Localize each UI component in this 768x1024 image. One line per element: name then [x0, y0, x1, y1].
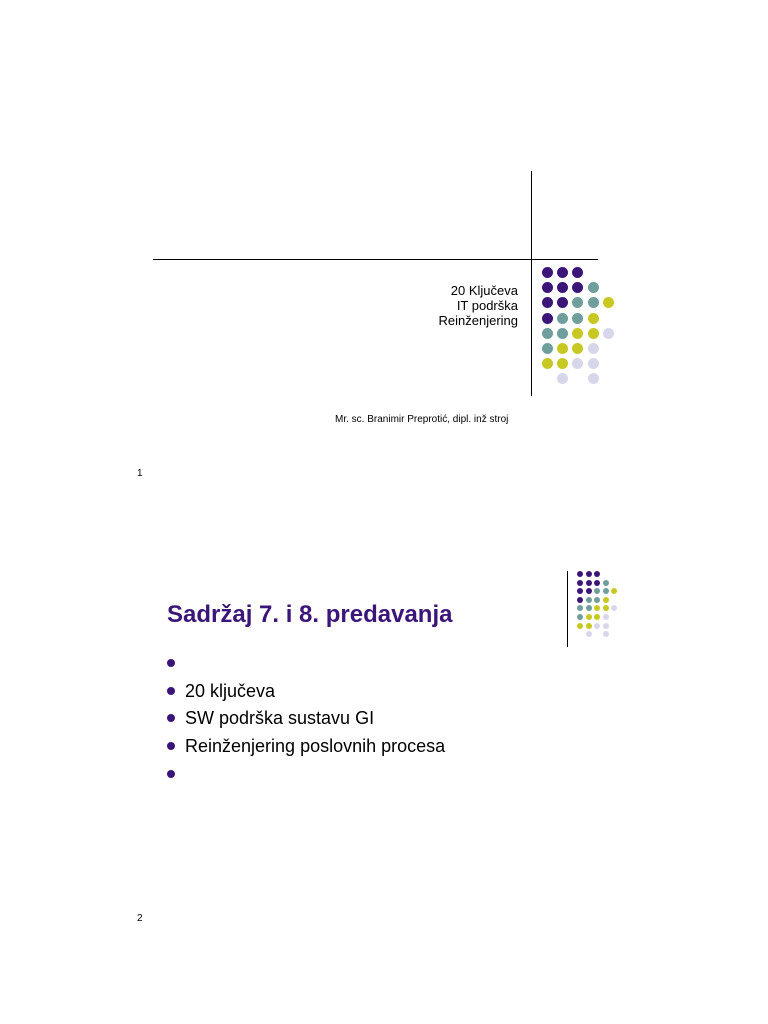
decor-dot — [572, 297, 583, 308]
bullet-text: 20 ključeva — [185, 680, 276, 701]
decor-dot — [586, 571, 592, 577]
decor-dot — [586, 580, 592, 586]
decor-dot — [603, 597, 609, 603]
decor-dot — [594, 614, 600, 620]
decor-dot — [542, 358, 553, 369]
bullet-item — [167, 651, 185, 675]
bullet-dot-icon — [167, 770, 175, 778]
decor-dot — [594, 571, 600, 577]
decor-dot — [586, 588, 592, 594]
decor-dot — [603, 297, 614, 308]
bullet-text: SW podrška sustavu GI — [185, 707, 375, 728]
decor-dot — [577, 588, 583, 594]
decor-dot — [557, 297, 568, 308]
bullet-dot-icon — [167, 687, 175, 695]
decor-dot — [611, 588, 617, 594]
decor-dot — [542, 328, 553, 339]
decor-dot — [594, 605, 600, 611]
decor-dot — [542, 313, 553, 324]
bullet-dot-icon — [167, 714, 175, 722]
decor-dot — [572, 313, 583, 324]
decor-dot — [586, 597, 592, 603]
decor-dot — [577, 623, 583, 629]
bullet-dot-icon — [167, 659, 175, 667]
slide-title: Sadržaj 7. i 8. predavanja — [167, 601, 453, 628]
horizontal-divider-line — [153, 259, 598, 260]
decor-dot — [557, 267, 568, 278]
decor-dot — [588, 328, 599, 339]
decor-dot — [586, 623, 592, 629]
decor-dot — [542, 267, 553, 278]
subtitle-line-it-support: IT podrška — [456, 298, 518, 313]
bullet-item — [167, 734, 445, 758]
decor-dot — [603, 588, 609, 594]
page-number: 2 — [137, 913, 143, 924]
decor-dot — [594, 597, 600, 603]
bullet-item — [167, 706, 374, 730]
decor-dot — [577, 571, 583, 577]
decor-dot — [572, 267, 583, 278]
decor-dot — [572, 343, 583, 354]
decor-dot — [557, 313, 568, 324]
decor-dot — [572, 358, 583, 369]
decor-dot — [577, 614, 583, 620]
subtitle-line-keys: 20 Ključeva — [450, 283, 518, 298]
vertical-divider-line — [531, 171, 532, 396]
decor-dot — [603, 614, 609, 620]
decor-dot — [586, 631, 592, 637]
decor-dot — [594, 623, 600, 629]
decor-dot — [557, 358, 568, 369]
decor-dot — [572, 328, 583, 339]
decor-dot — [588, 358, 599, 369]
bullet-text: Reinženjering poslovnih procesa — [185, 735, 446, 756]
decor-dot — [542, 297, 553, 308]
decor-dot — [588, 282, 599, 293]
decor-dot — [588, 343, 599, 354]
bullet-item — [167, 679, 275, 703]
decor-dot — [611, 605, 617, 611]
decor-dot — [594, 580, 600, 586]
decor-dot — [603, 605, 609, 611]
decor-dot — [586, 605, 592, 611]
decor-dot — [603, 623, 609, 629]
bullet-dot-icon — [167, 742, 175, 750]
decor-dot — [572, 282, 583, 293]
decor-dot — [588, 373, 599, 384]
decor-dot — [588, 313, 599, 324]
decor-dot — [557, 343, 568, 354]
decor-dot — [594, 588, 600, 594]
decor-dot — [577, 597, 583, 603]
decor-dot — [542, 282, 553, 293]
page-number: 1 — [137, 468, 143, 479]
author-credit: Mr. sc. Branimir Preprotić, dipl. inž stroj — [335, 414, 509, 425]
decor-dot — [557, 328, 568, 339]
decor-dot — [577, 605, 583, 611]
decor-dot — [542, 343, 553, 354]
vertical-divider-line — [567, 571, 568, 647]
decor-dot — [557, 373, 568, 384]
decor-dot — [577, 580, 583, 586]
decor-dot — [588, 297, 599, 308]
decor-dot — [557, 282, 568, 293]
bullet-item — [167, 762, 185, 786]
decor-dot — [603, 631, 609, 637]
decor-dot — [603, 328, 614, 339]
subtitle-line-reengineering: Reinženjering — [438, 313, 518, 328]
decor-dot — [603, 580, 609, 586]
decor-dot — [586, 614, 592, 620]
